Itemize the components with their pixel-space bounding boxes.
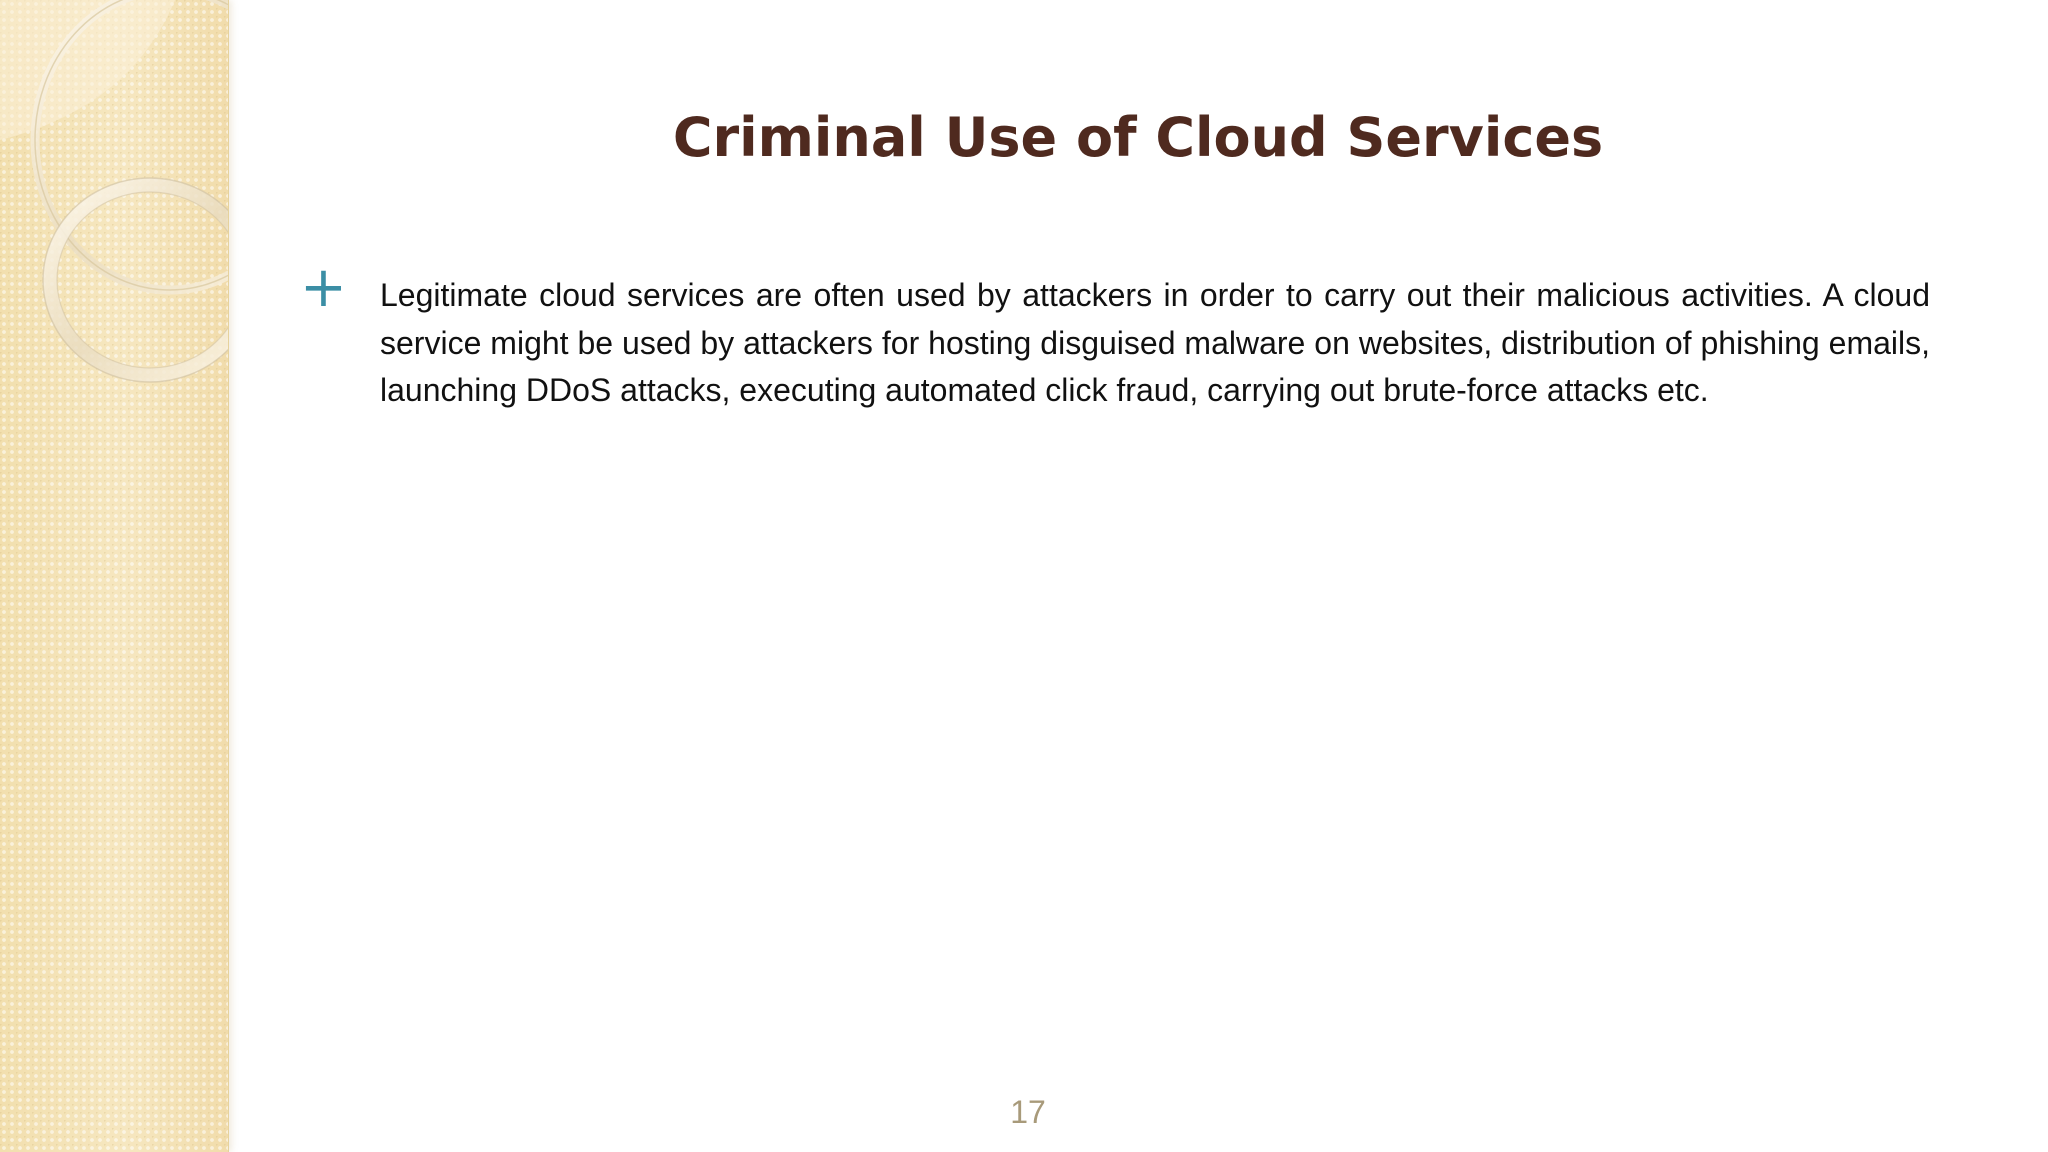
list-item	[300, 255, 1930, 415]
decorative-sidebar	[0, 0, 229, 1152]
plus-bullet-icon: +	[300, 255, 347, 320]
bullet-text: Legitimate cloud services are often used by attackers in order to carry out their malicious activities. A cloud service might be used by attackers for hosting disguised malware on websites, distribution of phishing emails, launching DDoS attacks, executing automated click fraud, carrying out brute-force attacks etc.	[380, 277, 1930, 408]
bullet-list	[300, 255, 1930, 415]
slide-title: Criminal Use of Cloud Services	[672, 106, 1604, 169]
ring-ornament-icon	[0, 0, 228, 420]
page-number: 17	[1010, 1094, 1046, 1130]
